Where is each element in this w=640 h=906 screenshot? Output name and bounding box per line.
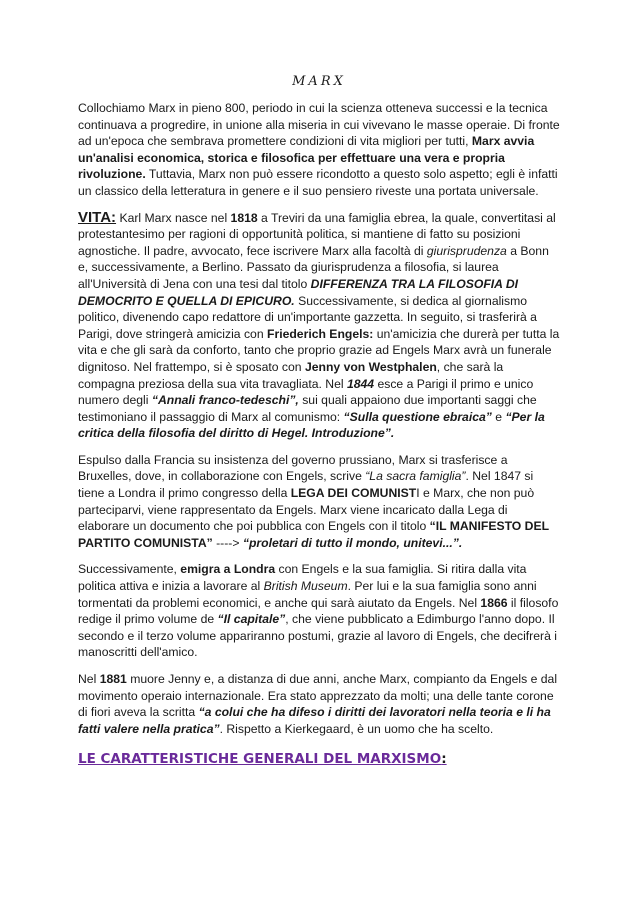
italic-run: giurisprudenza: [426, 243, 507, 258]
text-run: Karl Marx nasce nel: [116, 210, 231, 225]
text-run: con Engels e la sua famiglia. Si ritira dalla vita politica attiva e inizia a lavorare al: [78, 562, 527, 594]
death-paragraph: [78, 671, 560, 737]
londra-paragraph: [78, 561, 560, 661]
text-run: Successivamente,: [78, 562, 181, 577]
heading-text: LE CARATTERISTICHE GENERALI DEL MARXISMO: [78, 751, 442, 768]
jenny-name: Jenny von Westphalen: [304, 359, 437, 374]
year-1866: 1866: [480, 595, 508, 610]
text-run: . Nel 1847 si tiene a Londra il primo congresso della: [78, 469, 534, 501]
text-run: e: [491, 409, 506, 424]
bold-run: Marx avvia un'analisi economica, storica e filosofica per effettuare una vera e propria rivoluzione.: [78, 134, 535, 182]
text-run: . Per lui e la sua famiglia sono anni tormentati da problemi economici, e anche qui sarà aiutato da Engels. Nel: [78, 579, 537, 610]
year-1844: 1844: [346, 376, 375, 391]
essay-title: “Per la critica della filosofia del diritto di Hegel. Introduzione”.: [78, 409, 545, 441]
text-run: esce a Parigi il primo e unico numero degli: [78, 376, 534, 408]
essay-title: “Sulla questione ebraica”: [343, 409, 492, 424]
text-run: Successivamente, si dedica al giornalismo politico, divenendo capo redattore di un'importante gazzetta. In seguito, si trasferirà a Parigi, dove stringerà amicizia con: [78, 293, 537, 341]
year-1818: 1818: [230, 210, 258, 225]
wreath-quote: “a colui che ha difeso i diritti dei lavoratori nella teoria e li ha fatti valere nella pratica”: [78, 705, 551, 736]
bruxelles-paragraph: [78, 452, 560, 552]
text-run: il filosofo redige il primo volume de: [78, 595, 559, 627]
text-run: un'amicizia che durerà per tutta la vita e che gli sarà da conforto, tanto che proprio grazie ad Engels Marx avrà un funerale dignitoso. Nel frattempo, si è sposato con: [78, 326, 560, 374]
manifesto-title: “IL MANIFESTO DEL PARTITO COMUNISTA”: [78, 519, 549, 550]
italic-run: British Museum: [263, 579, 348, 594]
motto: “proletari di tutto il mondo, unitevi...”.: [242, 535, 463, 550]
intro-paragraph: [78, 100, 560, 200]
page-title: MARX: [292, 74, 346, 89]
book-title: “Il capitale”: [217, 612, 286, 627]
book-title: “La sacra famiglia”: [365, 469, 466, 484]
year-1881: 1881: [99, 672, 127, 686]
text-run: ---->: [212, 535, 243, 550]
lega-name: LEGA DEI COMUNIST: [290, 486, 417, 501]
text-run: , che sarà la compagna preziosa della sua vita travagliata. Nel: [78, 359, 504, 391]
annali-title: “Annali franco-tedeschi”,: [151, 393, 299, 408]
text-run: I e Marx, che non può parteciparvi, viene rappresentato da Engels. Marx viene incaricato dalla Lega di elaborare un documento che poi pubblica con Engels con il titolo: [78, 486, 535, 534]
text-run: , che viene pubblicato a Edimburgo l'anno dopo. Il secondo e il terzo volume appariranno postumi, grazie al lavoro di Engels, che decifrerà i manoscritti dell'amico.: [78, 612, 557, 660]
text-run: . Rispetto a Kierkegaard, è un uomo che ha scelto.: [219, 721, 494, 736]
text-run: muore Jenny e, a distanza di due anni, anche Marx, compianto da Engels e dal movimento operaio internazionale. Era stato apprezzato da molti; una delle tante corone di fiori aveva la scritta: [78, 672, 558, 720]
bold-run: emigra a Londra: [180, 562, 276, 577]
text-run: Nel: [78, 672, 100, 686]
section-label-vita: VITA:: [78, 208, 117, 226]
text-run: a Treviri da una famiglia ebrea, la quale, convertitasi al protestantesimo per ragioni di opportunità politica, si mantiene di fatto su posizioni agnostiche. Il padre, avvocato, fece iscrivere Marx alla facoltà di: [78, 210, 556, 258]
vita-paragraph: [78, 210, 560, 442]
text-run: a Bonn e, successivamente, a Berlino. Passato da giurisprudenza a filosofia, si laurea all'Università di Jena con una tesi dal titolo: [78, 243, 549, 291]
text-run: Collochiamo Marx in pieno 800, periodo in cui la scienza otteneva successi e la tecnica continuava a progredire, in unione alla miseria in cui vivevano le masse operaie. Di fronte ad un'epoca che sembrava promettere condizioni di vita migliori per tutti,: [78, 101, 560, 149]
engels-name: Friederich Engels:: [267, 326, 374, 341]
thesis-title: DIFFERENZA TRA LA FILOSOFIA DI DEMOCRITO E QUELLA DI EPICURO.: [78, 276, 519, 308]
section-heading-marxismo: [78, 751, 560, 768]
text-run: Tuttavia, Marx non può essere ricondotto a questo solo aspetto; egli è infatti un classico della letteratura in genere e il suo pensiero riveste una portata universale.: [78, 167, 558, 198]
text-run: Espulso dalla Francia su insistenza del governo prussiano, Marx si trasferisce a Bruxelles, dove, in collaborazione con Engels, scrive: [78, 452, 508, 484]
text-run: sui quali appaiono due importanti saggi che testimoniano il passaggio di Marx al comunismo:: [78, 393, 537, 424]
heading-colon: :: [441, 751, 447, 768]
